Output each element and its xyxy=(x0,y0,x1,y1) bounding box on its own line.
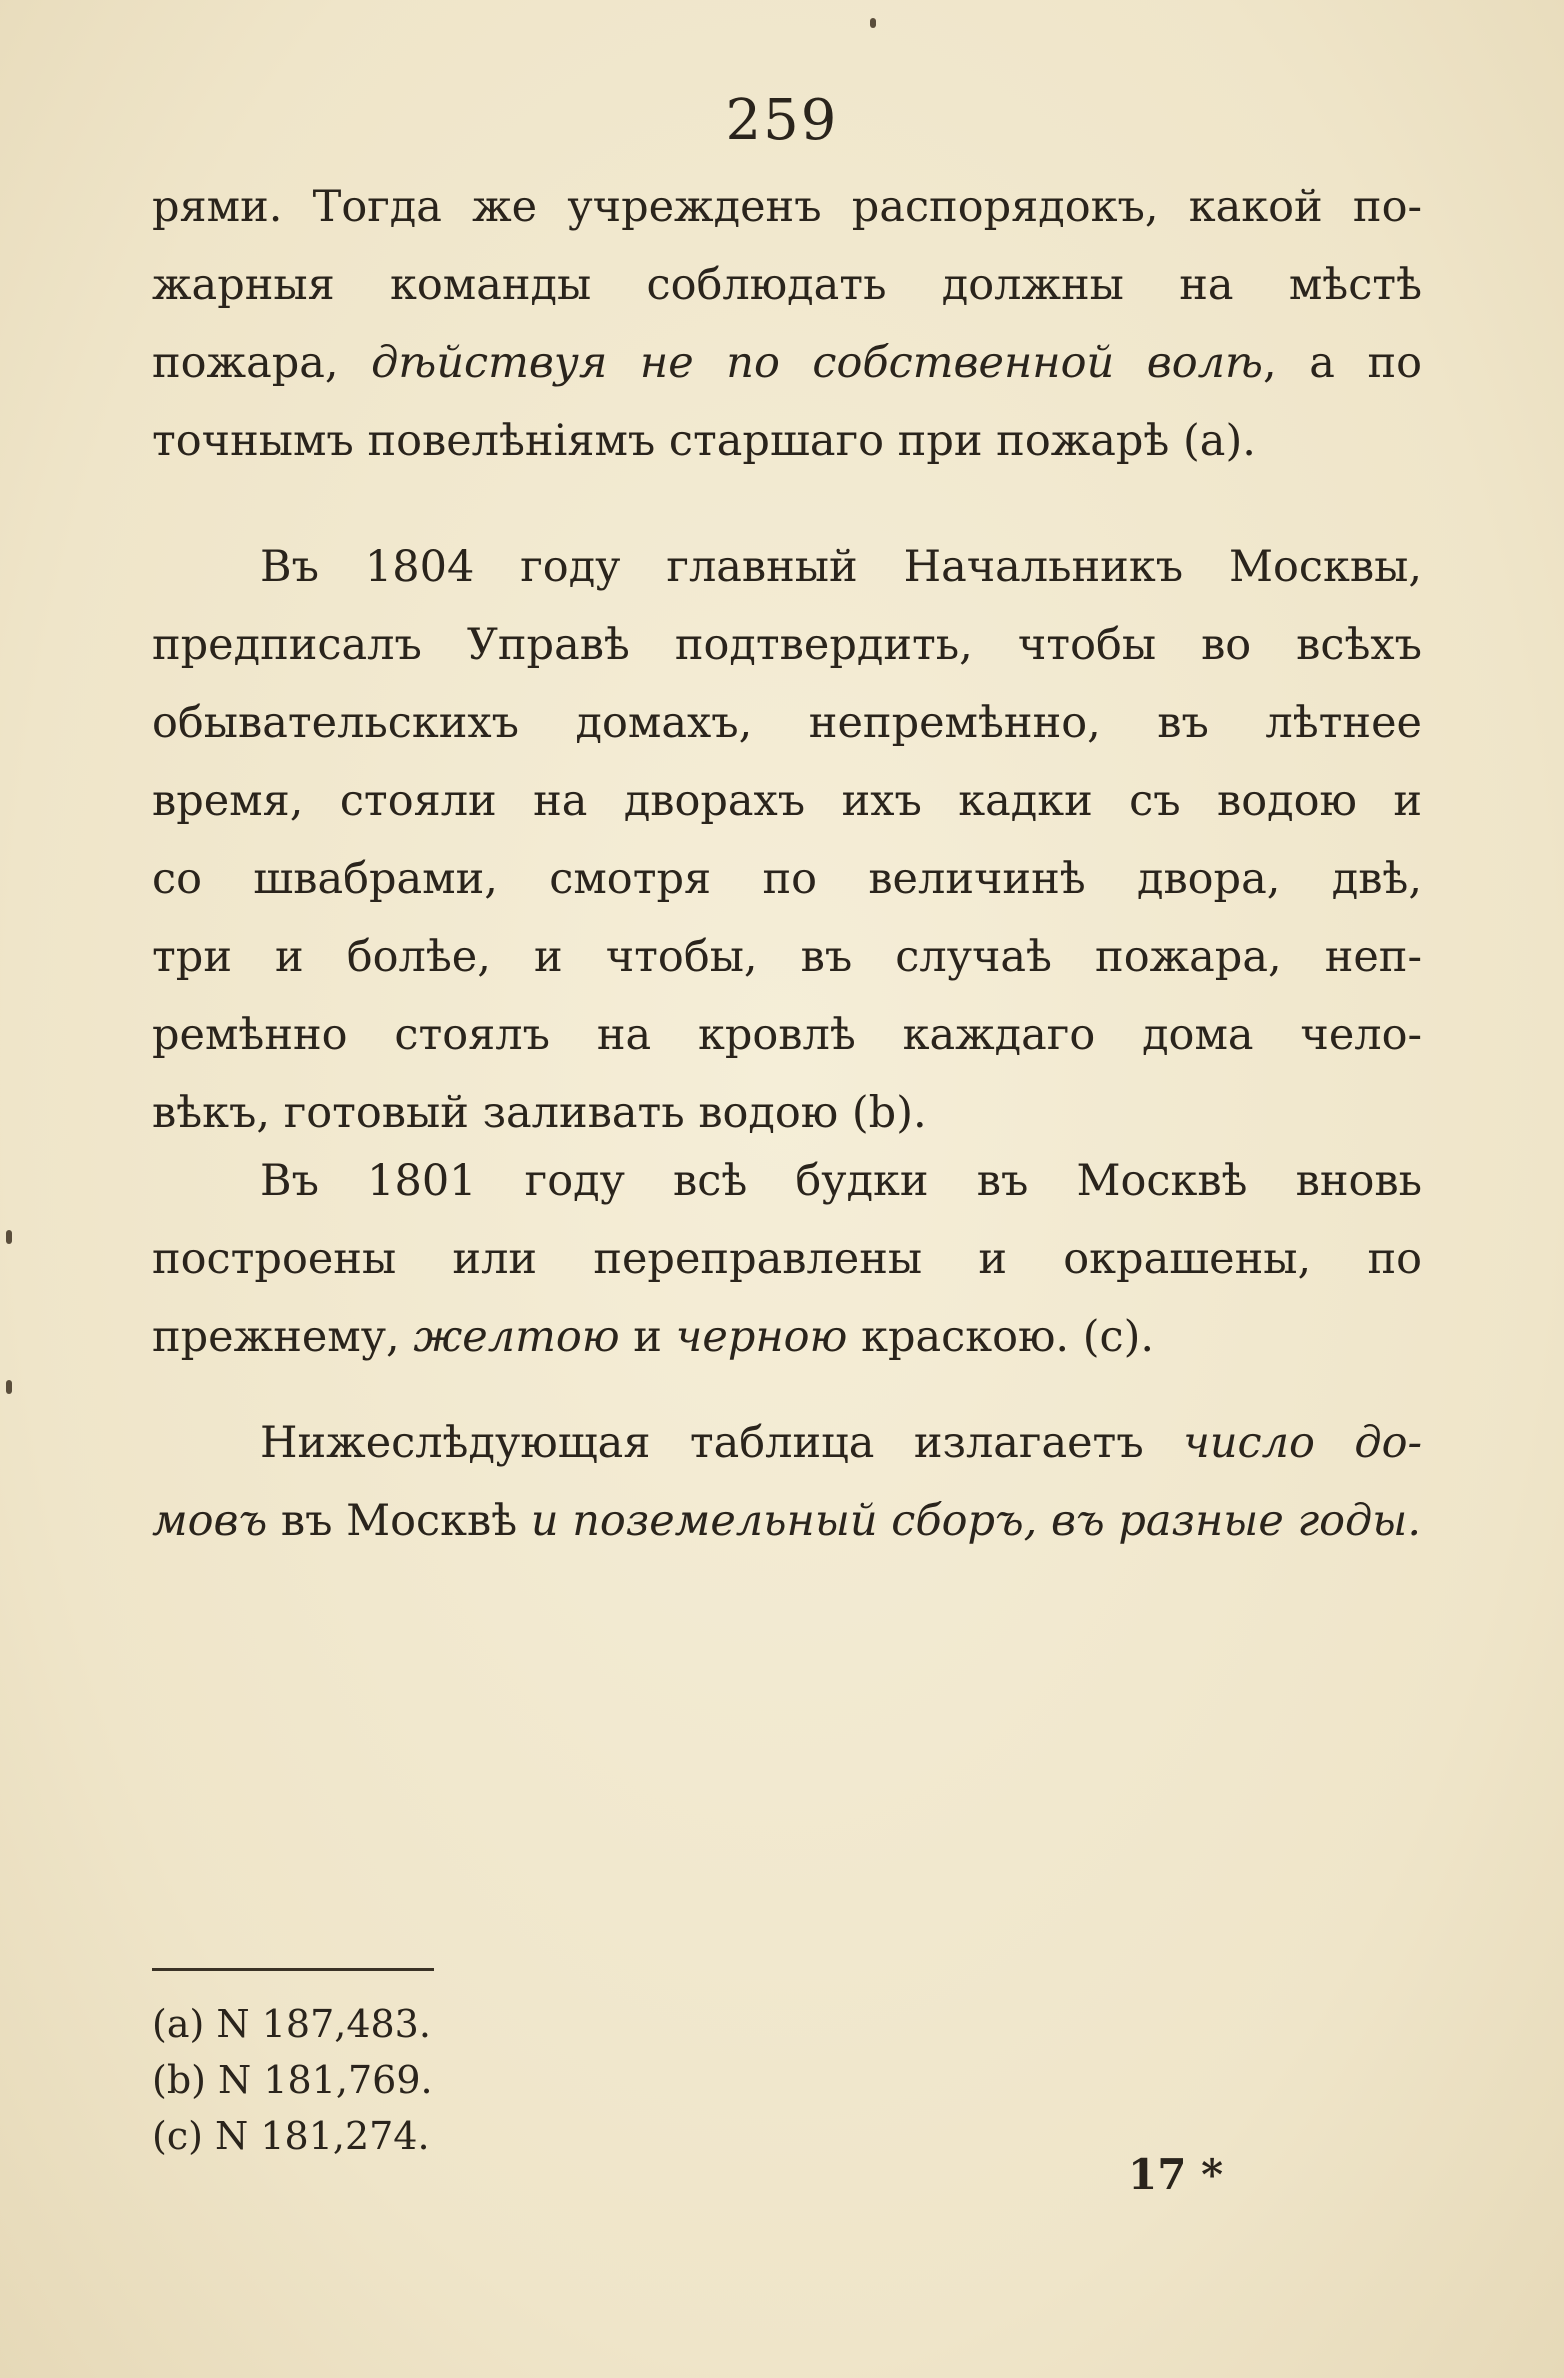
page-number: 259 xyxy=(725,88,839,153)
paragraph-1 xyxy=(152,168,1422,480)
margin-speck xyxy=(6,1380,12,1394)
text-line: Въ 1804 году главный Начальникъ Москвы, xyxy=(260,542,1422,592)
text-line: обывательскихъ домахъ, непремѣнно, въ лѣтнее xyxy=(152,698,1422,748)
text-run: Нижеслѣдующая таблица излагаетъ xyxy=(260,1418,1184,1468)
margin-speck xyxy=(6,1230,12,1244)
text-line: предписалъ Управѣ подтвердить, чтобы во всѣхъ xyxy=(152,620,1422,670)
text-line: Въ 1801 году всѣ будки въ Москвѣ вновь xyxy=(260,1156,1422,1206)
text-line: жарныя команды соблюдать должны на мѣстѣ xyxy=(152,260,1422,310)
italic-word: черною xyxy=(675,1312,848,1362)
text-run: прежнему, xyxy=(152,1312,414,1362)
text-line: время, стояли на дворахъ ихъ кадки съ водою и xyxy=(152,776,1422,826)
italic-word: желтою xyxy=(413,1312,620,1362)
text-run: краскою. (c). xyxy=(847,1312,1155,1362)
footnote-b: (b) N 181,769. xyxy=(152,2058,433,2102)
text-line: вѣкъ, готовый заливать водою (b). xyxy=(152,1088,927,1138)
text-line xyxy=(152,1298,1422,1376)
footnotes xyxy=(152,1996,433,2164)
signature-mark: 17 * xyxy=(1128,2150,1224,2199)
text-line: три и болѣе, и чтобы, въ случаѣ пожара, неп- xyxy=(152,932,1422,982)
text-run: пожара, xyxy=(152,338,372,388)
text-line: точнымъ повелѣніямъ старшаго при пожарѣ (a). xyxy=(152,416,1256,466)
footnote-a: (a) N 187,483. xyxy=(152,2002,431,2046)
italic-phrase: число до- xyxy=(1183,1418,1422,1468)
paragraph-2 xyxy=(152,528,1422,1152)
text-line: рями. Тогда же учрежденъ распорядокъ, какой по- xyxy=(152,182,1422,232)
text-line xyxy=(152,1404,1422,1482)
text-run: и xyxy=(619,1312,676,1362)
text-line: ремѣнно стоялъ на кровлѣ каждаго дома чело- xyxy=(152,1010,1422,1060)
italic-phrase: дѣйствуя не по собственной волѣ xyxy=(371,338,1263,388)
margin-speck xyxy=(870,18,876,28)
text-run: въ Москвѣ xyxy=(267,1496,531,1546)
italic-phrase: и поземельный сборъ, въ разные годы. xyxy=(530,1496,1421,1546)
italic-word: мовъ xyxy=(152,1496,268,1546)
text-line xyxy=(152,324,1422,402)
footnote-divider xyxy=(152,1968,434,1971)
paragraph-4 xyxy=(152,1404,1422,1560)
text-run: , а по xyxy=(1263,338,1422,388)
text-line: со швабрами, смотря по величинѣ двора, двѣ, xyxy=(152,854,1422,904)
paragraph-3 xyxy=(152,1142,1422,1376)
text-line xyxy=(152,1482,1422,1560)
footnote-c: (c) N 181,274. xyxy=(152,2114,430,2158)
text-line: построены или переправлены и окрашены, по xyxy=(152,1234,1422,1284)
